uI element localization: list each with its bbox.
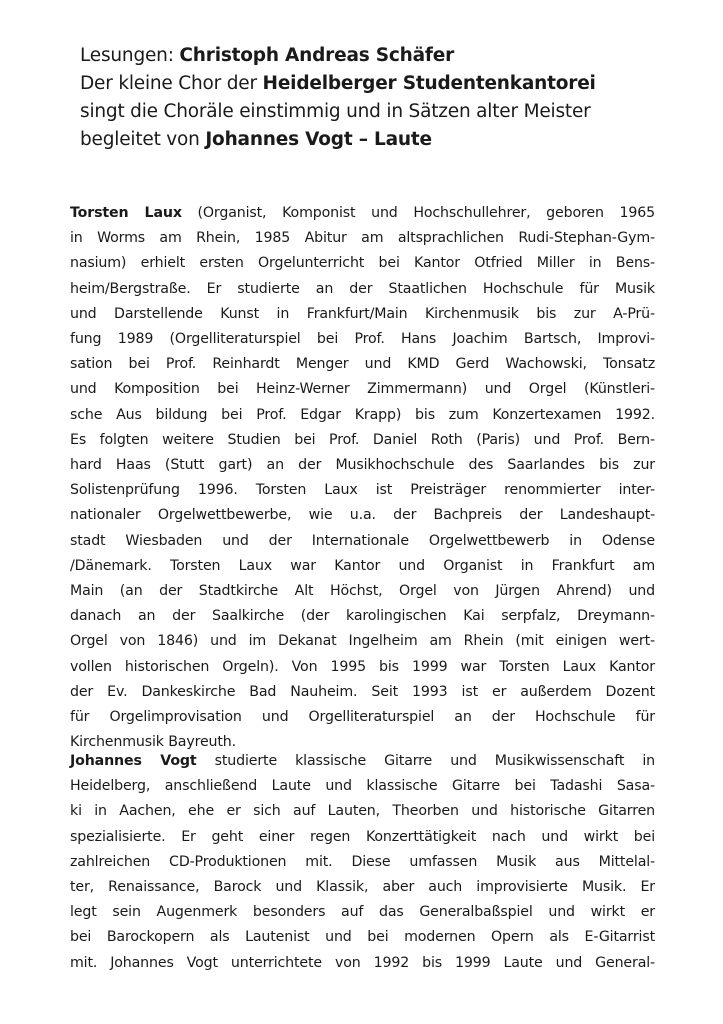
bio-text: studierte klassische Gitarre und Musikwissenschaft in [196,753,655,769]
bio-line: heim/Bergstraße. Er studierte an der Staatlichen Hochschule für Musik [70,280,655,297]
choir-line [80,70,680,98]
bio-line: Heidelberg, anschließend Laute und klassische Gitarre bei Tadashi Sasa- [70,778,655,795]
bio-line: der Ev. Dankeskirche Bad Nauheim. Seit 1993 ist er außerdem Dozent [70,683,655,700]
readings-line [80,42,680,70]
program-header [80,42,680,154]
bio-name-laux: Torsten Laux [70,205,182,221]
accompaniment-line [80,126,680,154]
bio-line: danach an der Saalkirche (der karolingischen Kai serpfalz, Dreymann- [70,608,655,625]
accompanist-name: Johannes Vogt – Laute [205,129,432,150]
bio-line: vollen historischen Orgeln). Von 1995 bis 1999 war Torsten Laux Kantor [70,658,655,675]
bio-line: /Dänemark. Torsten Laux war Kantor und Organist in Frankfurt am [70,557,655,574]
biography-laux [70,201,655,755]
bio-line: ter, Renaissance, Barock und Klassik, aber auch improvisierte Musik. Er [70,879,655,896]
bio-line: sation bei Prof. Reinhardt Menger und KMD Gerd Wachowski, Tonsatz [70,356,655,373]
bio-name-vogt: Johannes Vogt [70,753,197,769]
bio-line: in Worms am Rhein, 1985 Abitur am altsprachlichen Rudi-Stephan-Gym- [70,230,655,247]
choir-description-line: singt die Choräle einstimmig und in Sätzen alter Meister [80,101,591,122]
bio-line: nasium) erhielt ersten Orgelunterricht bei Kantor Otfried Miller in Bens- [70,255,655,272]
biography-vogt [70,749,655,976]
bio-line: Es folgten weitere Studien bei Prof. Daniel Roth (Paris) und Prof. Bern- [70,431,655,448]
choir-label: Der kleine Chor der [80,73,263,94]
bio-line: sche Aus bildung bei Prof. Edgar Krapp) bis zum Konzertexamen 1992. [70,406,655,423]
bio-line: spezialisierte. Er geht einer regen Konzerttätigkeit nach und wirkt bei [70,828,655,845]
bio-line: mit. Johannes Vogt unterrichtete von 1992 bis 1999 Laute und General- [70,954,655,971]
bio-line: Kirchenmusik Bayreuth. [70,734,236,751]
bio-line: hard Haas (Stutt gart) an der Musikhochschule des Saarlandes bis zur [70,457,655,474]
bio-line: stadt Wiesbaden und der Internationale Orgelwettbewerb in Odense [70,532,655,549]
bio-line: ki in Aachen, ehe er sich auf Lauten, Theorben und historische Gitarren [70,803,655,820]
bio-line [70,749,655,774]
bio-line: legt sein Augenmerk besonders auf das Generalbaßspiel und wirkt er [70,904,655,921]
bio-line: fung 1989 (Orgelliteraturspiel bei Prof. Hans Joachim Bartsch, Improvi- [70,331,655,348]
bio-line: zahlreichen CD-Produktionen mit. Diese umfassen Musik aus Mittelal- [70,853,655,870]
reader-name: Christoph Andreas Schäfer [179,45,455,66]
bio-line: und Darstellende Kunst in Frankfurt/Main Kirchenmusik bis zur A-Prü- [70,305,655,322]
accompaniment-label: begleitet von [80,129,206,150]
bio-line: bei Barockopern als Lautenist und bei modernen Opern als E-Gitarrist [70,929,655,946]
choir-name: Heidelberger Studentenkantorei [262,73,596,94]
bio-text: (Organist, Komponist und Hochschullehrer, geboren 1965 [181,205,655,221]
bio-line: für Orgelimprovisation und Orgelliteraturspiel an der Hochschule für [70,709,655,726]
bio-line: Main (an der Stadtkirche Alt Höchst, Orgel von Jürgen Ahrend) und [70,583,655,600]
bio-line: nationaler Orgelwettbewerbe, wie u.a. der Bachpreis der Landeshaupt- [70,507,655,524]
bio-line: Orgel von 1846) und im Dekanat Ingelheim am Rhein (mit einigen wert- [70,633,655,650]
bio-line: Solistenprüfung 1996. Torsten Laux ist Preisträger renommierter inter- [70,482,655,499]
readings-label: Lesungen: [80,45,180,66]
bio-line: und Komposition bei Heinz-Werner Zimmermann) und Orgel (Künstleri- [70,381,655,398]
bio-line [70,201,655,226]
